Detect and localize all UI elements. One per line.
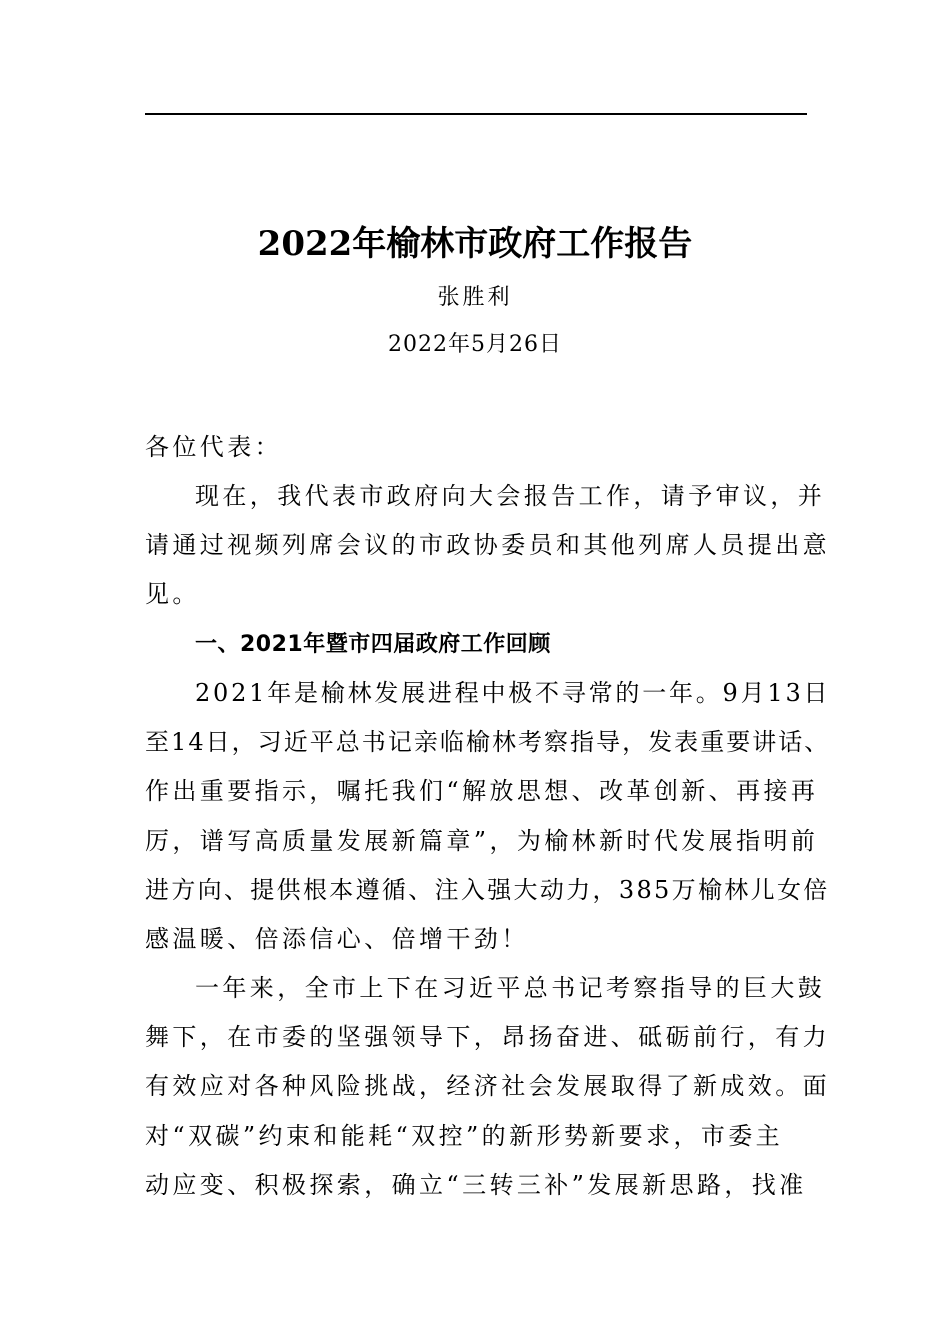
paragraph-line: 舞下，在市委的坚强领导下，昂扬奋进、砥砺前行，有力 <box>145 1023 830 1051</box>
paragraph-line: 作出重要指示，嘱托我们“解放思想、改革创新、再接再 <box>145 777 819 805</box>
paragraph-line: 2021年是榆林发展进程中极不寻常的一年。9月13日 <box>195 679 831 707</box>
paragraph-line: 现在，我代表市政府向大会报告工作，请予审议，并 <box>195 482 826 510</box>
document-title: 2022年榆林市政府工作报告 <box>257 224 693 264</box>
paragraph-line: 感温暖、倍添信心、倍增干劲！ <box>145 925 529 953</box>
paragraph-line: 见。 <box>145 580 200 608</box>
paragraph-line: 动应变、积极探索，确立“三转三补”发展新思路，找准 <box>145 1171 807 1199</box>
paragraph-line: 请通过视频列席会议的市政协委员和其他列席人员提出意 <box>145 531 830 559</box>
salutation: 各位代表： <box>145 433 282 461</box>
paragraph-line: 至14日，习近平总书记亲临榆林考察指导，发表重要讲话、 <box>145 728 831 756</box>
document-date: 2022年5月26日 <box>388 332 562 357</box>
paragraph-line: 进方向、提供根本遵循、注入强大动力，385万榆林儿女倍 <box>145 876 830 904</box>
paragraph-line: 厉，谱写高质量发展新篇章”，为榆林新时代发展指明前 <box>145 827 819 855</box>
header-rule <box>145 113 807 115</box>
paragraph-line: 有效应对各种风险挑战，经济社会发展取得了新成效。面 <box>145 1072 830 1100</box>
document-author: 张胜利 <box>437 285 513 310</box>
paragraph-line: 对“双碳”约束和能耗“双控”的新形势新要求，市委主 <box>145 1122 784 1150</box>
section-heading: 一、2021年暨市四届政府工作回顾 <box>195 632 551 657</box>
paragraph-line: 一年来，全市上下在习近平总书记考察指导的巨大鼓 <box>195 974 826 1002</box>
